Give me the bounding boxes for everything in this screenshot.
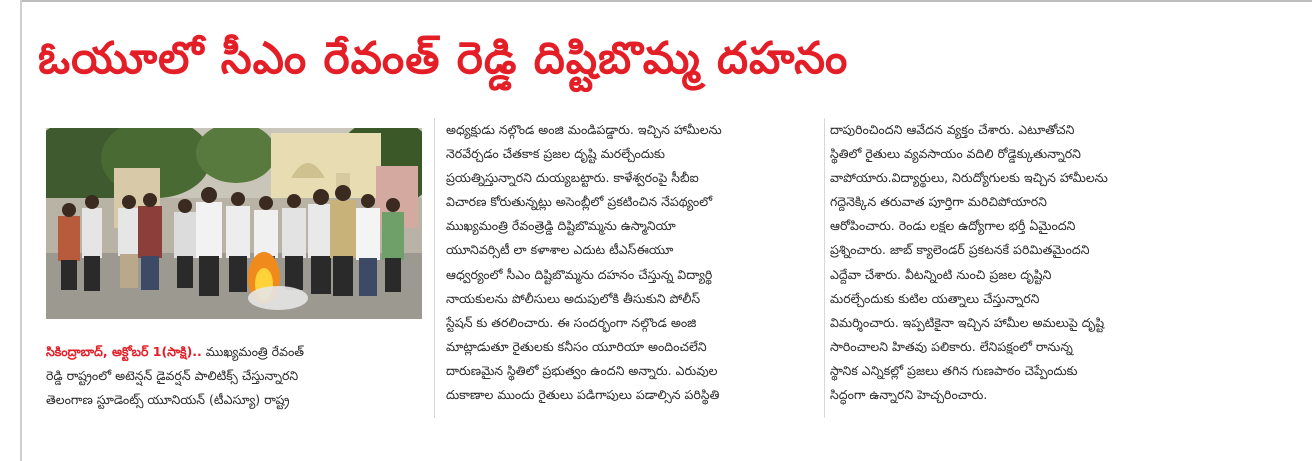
article-line: దారుణమైన స్థితిలో ప్రభుత్వం ఉందని అన్నారు. ఎరువుల [446,362,718,378]
article-line: నెరవేర్చడం చేతకాక ప్రజల దృష్టి మరల్చేందుకు [446,146,665,162]
article-line: గద్దెనెక్కిన తరువాత పూర్తిగా మరిచిపోయారని [830,194,1047,210]
article-line: మాట్లాడుతూ రైతులకు కనీసం యూరియా అందించలేని [446,338,707,354]
headline: ఓయూలో సీఎం రేవంత్ రెడ్డి దిష్టిబొమ్మ దహనం [38,33,849,84]
article-line: తెలంగాణ స్టూడెంట్స్ యూనియన్ (టీఎస్యూ) రాష్ట్ర [46,392,290,408]
article-line: ఆరోపించారు. రెండు లక్షల ఉద్యోగాల భర్తీ ఏమైందని [830,218,1076,234]
article-line: వాపోయారు.విద్యార్థులు, నిరుద్యోగులకు ఇచ్చిన హామీలను [830,170,1108,186]
article-line: విమర్శించారు. ఇప్పటికైనా ఇచ్చిన హామీల అమలుపై దృష్టి [830,314,1105,330]
article-line: ప్రయత్నిస్తున్నారని దుయ్యబట్టారు. కాళేశ్వరంపై సీబీఐ [446,170,699,186]
article-line: ఆధ్వర్యంలో సీఎం దిష్టిబొమ్మను దహనం చేస్తున్న విద్యార్థి [446,266,713,282]
article-line: ముఖ్యమంత్రి రేవంత్రెడ్డి దిష్టిబొమ్మను ఉస్మానియా [446,218,676,234]
article-line: దుకాణాల ముందు రైతులు పడిగాపులు పడాల్సిన పరిస్థితి [446,387,720,403]
article-column-2 [446,118,818,418]
article-line: నాయకులను పోలీసులు అదుపులోకి తీసుకుని పోలీస్ [446,290,701,306]
article-line: స్థానిక ఎన్నికల్లో ప్రజలు తగిన గుణపాఠం చెప్పేందుకు [830,362,1078,378]
article-line: విచారణ కోరుతున్నట్లు అసెంబ్లీలో ప్రకటించిన నేపథ్యంలో [446,194,713,210]
article-line: మరల్చేందుకు కుటిల యత్నాలు చేస్తున్నారని [830,290,1040,306]
article-line: స్థితిలో రైతులు వ్యవసాయం వదిలి రోడ్డెక్కుతున్నారని [830,146,1081,162]
news-photo [46,128,422,319]
article-line [46,340,424,364]
article-line: దాపురించిందని ఆవేదన వ్యక్తం చేశారు. ఎటూతోచని [830,122,1075,137]
article-line: రెడ్డి రాష్ట్రంలో అటెన్షన్ డైవర్షన్ పాలిటిక్స్ చేస్తున్నారని [46,368,299,384]
page-edge-rule [20,0,22,461]
article-line: స్టేషన్ కు తరలించారు. ఈ సందర్భంగా నల్గొండ అంజి [446,314,697,330]
article-line: సారించాలని హితవు పలికారు. లేనిపక్షంలో రానున్న [830,338,1073,354]
column-divider [434,118,435,418]
article-line: అధ్యక్షుడు నల్గొండ అంజి మండిపడ్డారు. ఇచ్చిన హామీలను [446,122,722,137]
article-line: సిద్ధంగా ఉన్నారని హెచ్చరించారు. [830,387,988,403]
article-column-3 [830,118,1230,418]
article-line: ప్రశ్నించారు. జాబ్ క్యాలెండర్ ప్రకటనకే పరిమితమైందని [830,242,1090,258]
article-text: ముఖ్యమంత్రి రేవంత్ [201,344,305,359]
column-divider [824,118,825,418]
top-divider [22,0,1312,2]
article-line: యూనివర్సిటీ లా కళాశాల ఎదుట టీఎస్ఈయూ [446,242,674,258]
article-column-1 [46,340,424,420]
dateline: సికింద్రాబాద్, అక్టోబర్ 1(సాక్షి).. [46,344,202,359]
article-line: ఎద్దేవా చేశారు. వీటన్నింటి నుంచి ప్రజల దృష్టిని [830,266,1052,282]
